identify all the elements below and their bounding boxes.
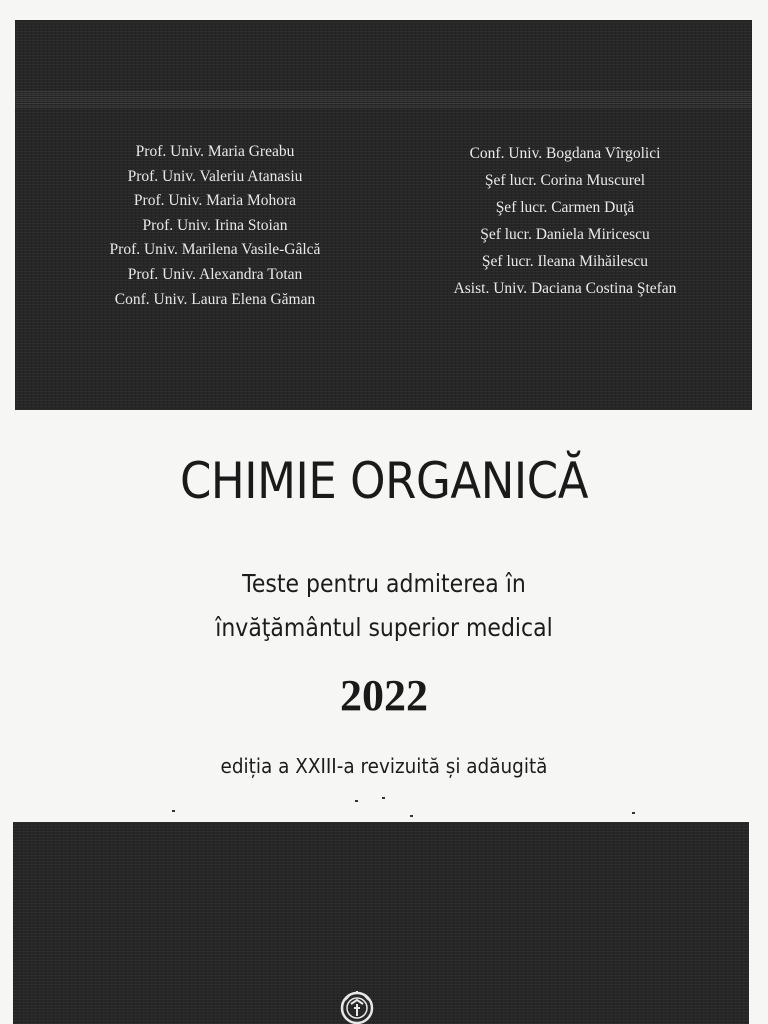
scan-speck: [355, 800, 358, 802]
book-subtitle: [46, 562, 722, 650]
authors-band: [15, 20, 752, 410]
publisher-logo-icon: [337, 986, 377, 1024]
subtitle-line: Teste pentru admiterea în: [242, 569, 526, 598]
author-name: Prof. Univ. Valeriu Atanasiu: [127, 167, 303, 185]
scan-speck: [632, 812, 635, 814]
book-title: CHIMIE ORGANICĂ: [179, 452, 589, 510]
authors-right-column: [415, 140, 715, 302]
scan-speck: [382, 797, 385, 799]
author-name: Prof. Univ. Alexandra Totan: [127, 265, 303, 283]
author-name: Prof. Univ. Maria Mohora: [133, 192, 297, 210]
scan-speck: [410, 815, 413, 817]
subtitle-line: învăţământul superior medical: [215, 613, 553, 642]
scan-speck: [172, 810, 175, 812]
publisher-band: [13, 822, 749, 1024]
author-name: Conf. Univ. Bogdana Vîrgolici: [469, 145, 661, 162]
author-name: Asist. Univ. Daciana Costina Ştefan: [453, 280, 677, 297]
edition-year: 2022: [340, 671, 428, 720]
author-name: Prof. Univ. Maria Greabu: [135, 143, 295, 160]
author-name: Şef lucr. Ileana Mihăilescu: [481, 253, 649, 270]
edition-note: ediția a XXIII-a revizuită și adăugită: [220, 754, 548, 778]
author-name: Prof. Univ. Marilena Vasile-Gâlcă: [109, 241, 321, 259]
author-name: Şef lucr. Carmen Duţă: [495, 199, 635, 216]
author-name: Conf. Univ. Laura Elena Găman: [114, 290, 316, 308]
authors-left-column: [70, 140, 360, 312]
author-name: Şef lucr. Corina Muscurel: [484, 172, 646, 189]
author-name: Prof. Univ. Irina Stoian: [142, 216, 288, 234]
author-name: Şef lucr. Daniela Miricescu: [480, 226, 650, 243]
